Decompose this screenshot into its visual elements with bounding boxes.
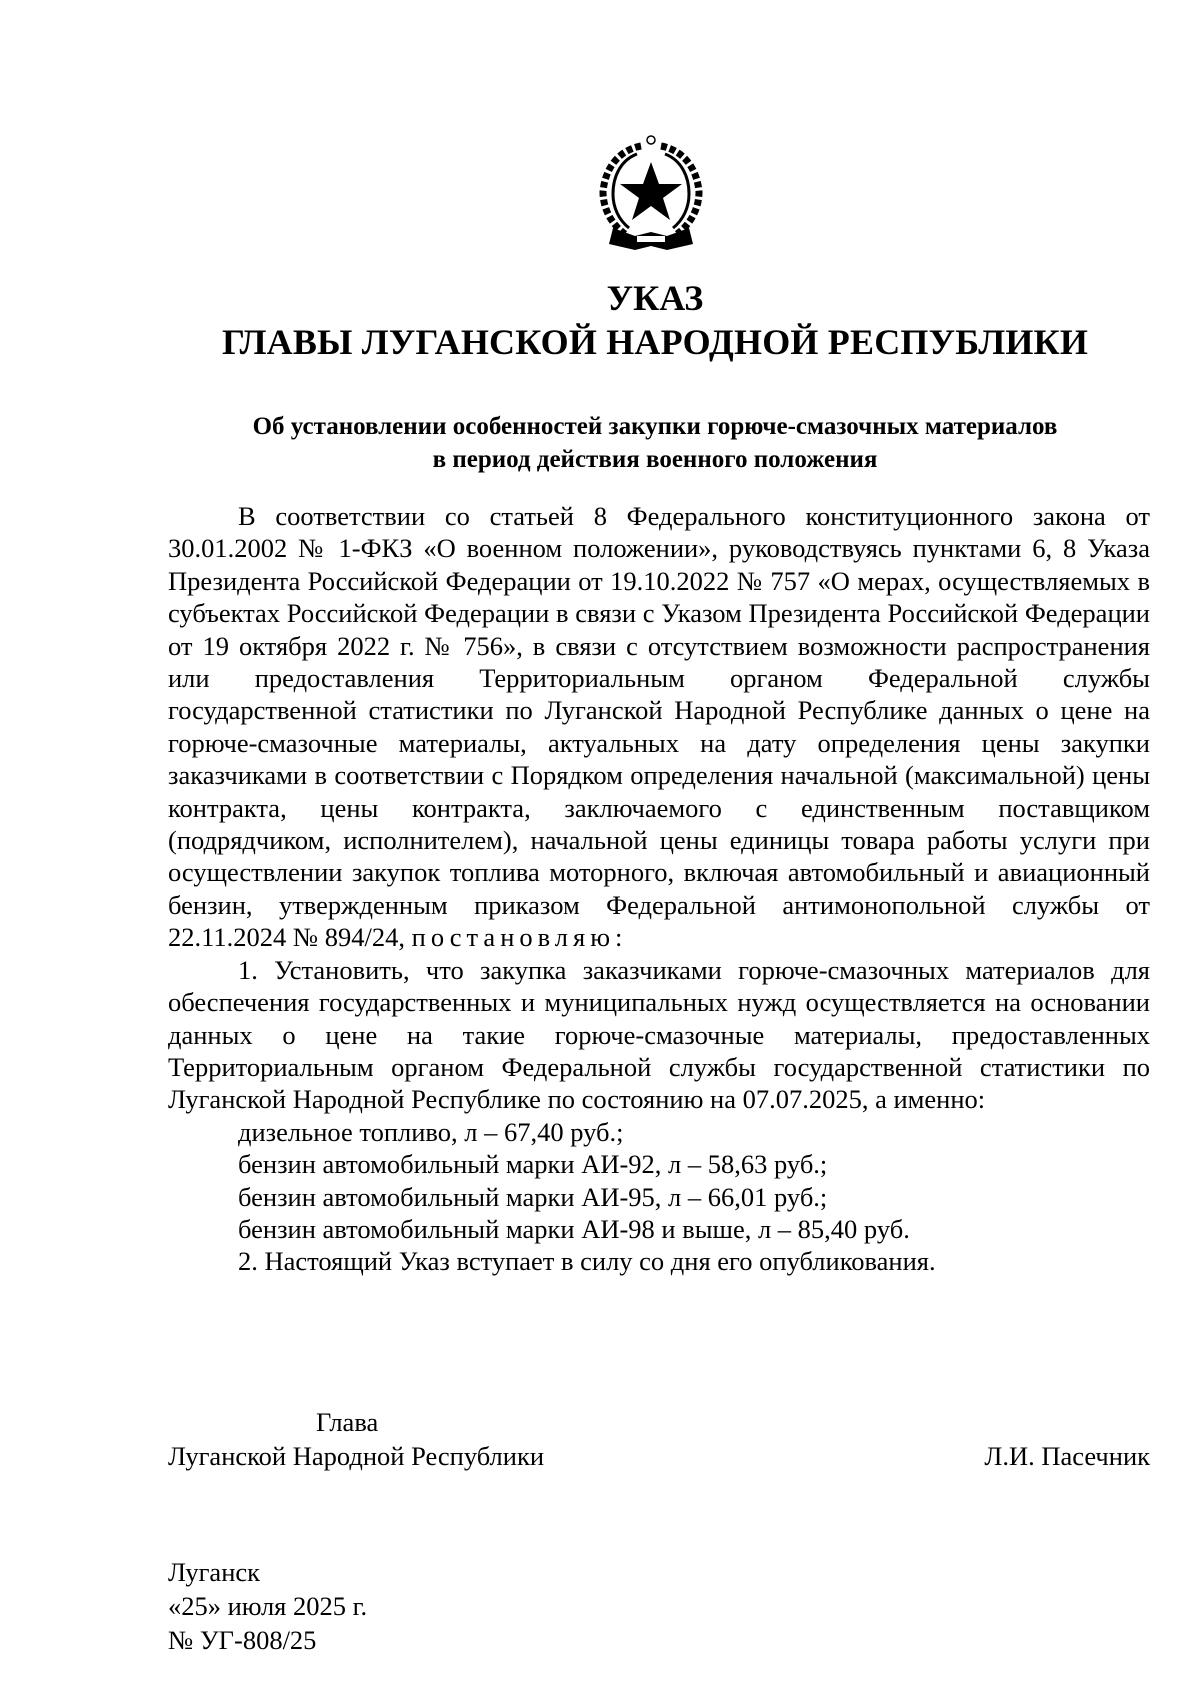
place-of-issue: Луганск: [168, 1557, 261, 1587]
subject-line-2: в период действия военного положения: [432, 446, 878, 473]
price-item: бензин автомобильный марки АИ-92, л – 58,63 руб.;: [238, 1149, 828, 1180]
clause-2: 2. Настоящий Указ вступает в силу со дня его опубликования.: [238, 1246, 936, 1277]
decree-number: № УГ-808/25: [168, 1625, 317, 1655]
preamble-text: В соответствии со статьей 8 Федерального конституционного закона от 30.01.2002 № 1-ФКЗ «О военном положении», руководствуясь пунктами 6, 8 Указа Президента Российской Федерации от 19.10.2022 № 757 «О мерах, осуществляемых в субъектах Российской Федерации в связи с Указом Президента Российской Федерации от 19 октября 2022 г. № 756», в связи с отсутствием возможности распространения или предоставления Территориальным органом Федеральной службы государственной статистики по Луганской Народной Республике данных о цене на горюче-смазочные материалы, актуальных на дату определения цены закупки заказчиками в соответствии с Порядком определения начальной (максимальной) цены контракта, цены контракта, заключаемого с единственным поставщиком (подрядчиком, исполнителем), начальной цены единицы товара работы услуги при осуществлении закупок топлива моторного, включая автомобильный и авиационный бензин, утвержденным приказом Федеральной антимонопольной службы от 22.11.2024 № 894/24,: [168, 501, 1150, 953]
preamble-paragraph: [168, 500, 1150, 954]
decree-footer: [168, 1555, 367, 1657]
signer-role-line-2: Луганской Народной Республики: [168, 1441, 545, 1471]
decree-title: УКАЗ: [606, 278, 704, 318]
price-item: дизельное топливо, л – 67,40 руб.;: [238, 1116, 624, 1147]
lnr-coat-of-arms-icon: [585, 132, 717, 254]
decree-issuer: ГЛАВЫ ЛУГАНСКОЙ НАРОДНОЙ РЕСПУБЛИКИ: [221, 322, 1089, 362]
decree-subject: [160, 410, 1150, 476]
clause-1: 1. Установить, что закупка заказчиками горюче-смазочных материалов для обеспечения государственных и муниципальных нужд осуществляется на основании данных о цене на такие горюче-смазочные материалы, предоставленных Территориальным органом Федеральной службы государственной статистики по Луганской Народной Республике по состоянию на 07.07.2025, а именно:: [168, 954, 1150, 1115]
decree-word: постановляю:: [411, 922, 628, 953]
price-item: бензин автомобильный марки АИ-98 и выше, л – 85,40 руб.: [238, 1213, 910, 1244]
price-item: бензин автомобильный марки АИ-95, л – 66,01 руб.;: [238, 1181, 828, 1212]
signer-role-line-1: Глава: [316, 1407, 379, 1437]
signature-block: [168, 1405, 1150, 1473]
decree-heading: [160, 276, 1150, 364]
subject-line-1: Об установлении особенностей закупки горюче-смазочных материалов: [252, 413, 1058, 440]
issue-date: «25» июля 2025 г.: [168, 1591, 368, 1621]
signer-name: Л.И. Пасечник: [984, 1441, 1150, 1471]
decree-body: [168, 500, 1150, 1278]
